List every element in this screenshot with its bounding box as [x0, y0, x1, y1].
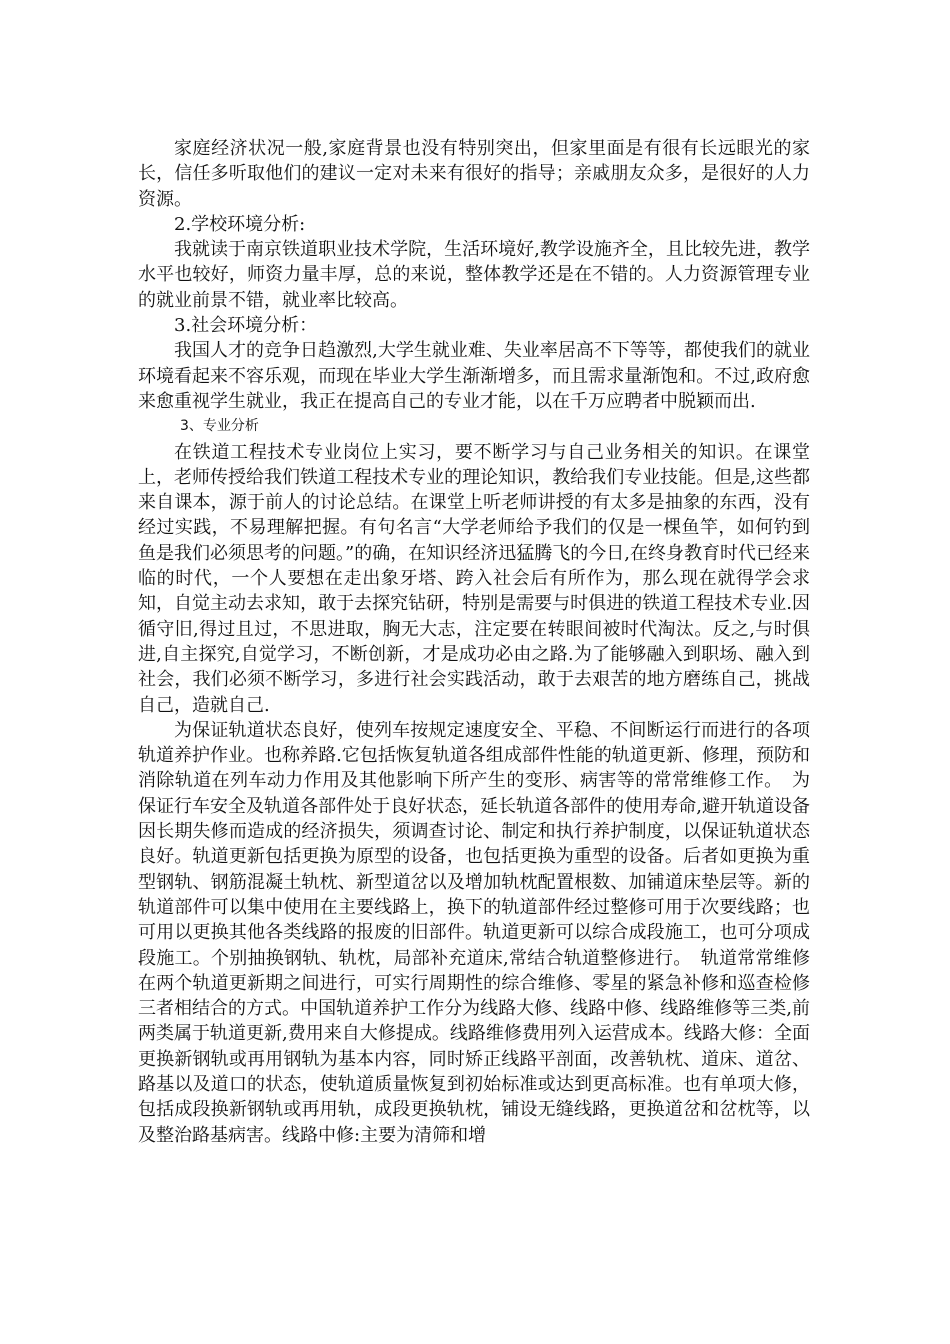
paragraph-family-background: 家庭经济状况一般,家庭背景也没有特别突出，但家里面是有很有长远眼光的家长，信任多听取他们的建议一定对未来有很好的指导；亲戚朋友众多，是很好的人力资源。: [138, 138, 810, 210]
heading-major-analysis: 3、专业分析: [180, 418, 259, 435]
paragraph-social-environment: 我国人才的竞争日趋激烈,大学生就业难、失业率居高不下等等，都使我们的就业环境看起来不容乐观，而现在毕业大学生渐渐增多，而且需求量渐饱和。不过,政府愈来愈重视学生就业，我正在提高自己的专业才能，以在千万应聘者中脱颖而出.: [138, 340, 810, 412]
document-page: [138, 136, 810, 1148]
heading-social-environment: 3.社会环境分析：: [174, 315, 318, 337]
paragraph-major-analysis: 在铁道工程技术专业岗位上实习，要不断学习与自己业务相关的知识。在课堂上，老师传授给我们铁道工程技术专业的理论知识，教给我们专业技能。但是,这些都来自课本，源于前人的讨论总结。在课堂上听老师讲授的有太多是抽象的东西，没有经过实践，不易理解把握。有句名言“大学老师给予我们的仅是一棵鱼竿，如何钓到鱼是我们必须思考的问题。”的确，在知识经济迅猛腾飞的今日,在终身教育时代已经来临的时代，一个人要想在走出象牙塔、跨入社会后有所作为，那么现在就得学会求知，自觉主动去求知，敢于去探究钻研，特别是需要与时俱进的铁道工程技术专业.因循守旧,得过且过，不思进取，胸无大志，注定要在转眼间被时代淘汰。反之,与时俱进,自主探究,自觉学习，不断创新，才是成功必由之路.为了能够融入到职场、融入到社会，我们必须不断学习，多进行社会实践活动，敢于去艰苦的地方磨练自己，挑战自己，造就自己.: [138, 441, 810, 716]
paragraph-track-maintenance: 为保证轨道状态良好，使列车按规定速度安全、平稳、不间断运行而进行的各项轨道养护作业。也称养路.它包括恢复轨道各组成部件性能的轨道更新、修理，预防和消除轨道在列车动力作用及其他影响下所产生的变形、病害等的常常维修工作。 为保证行车安全及轨道各部件处于良好状态，延长轨道各部件的使用寿命,避开轨道设备因长期失修而造成的经济损失，须调查讨论、制定和执行养护制度，以保证轨道状态良好。轨道更新包括更换为原型的设备，也包括更换为重型的设备。后者如更换为重型钢轨、钢筋混凝土轨枕、新型道岔以及增加轨枕配置根数、加铺道床垫层等。新的轨道部件可以集中使用在主要线路上，换下的轨道部件经过整修可用于次要线路；也可用以更换其他各类线路的报废的旧部件。轨道更新可以综合成段施工，也可分项成段施工。个别抽换钢轨、轨枕，局部补充道床,常结合轨道整修进行。 轨道常常维修在两个轨道更新期之间进行，可实行周期性的综合维修、零星的紧急补修和巡查检修三者相结合的方式。中国轨道养护工作分为线路大修、线路中修、线路维修等三类,前两类属于轨道更新,费用来自大修提成。线路维修费用列入运营成本。线路大修：全面更换新钢轨或再用钢轨为基本内容，同时矫正线路平剖面，改善轨枕、道床、道岔、路基以及道口的状态，使轨道质量恢复到初始标准或达到更高标准。也有单项大修，包括成段换新钢轨或再用轨，成段更换轨枕，铺设无缝线路，更换道岔和岔枕等，以及整治路基病害。线路中修:主要为清筛和增: [138, 719, 810, 1146]
paragraph-school-environment: 我就读于南京铁道职业技术学院，生活环境好,教学设施齐全，且比较先进，教学水平也较好，师资力量丰厚，总的来说，整体教学还是在不错的。人力资源管理专业的就业前景不错，就业率比较高。: [138, 239, 810, 311]
heading-school-environment: 2.学校环境分析:: [174, 213, 306, 235]
